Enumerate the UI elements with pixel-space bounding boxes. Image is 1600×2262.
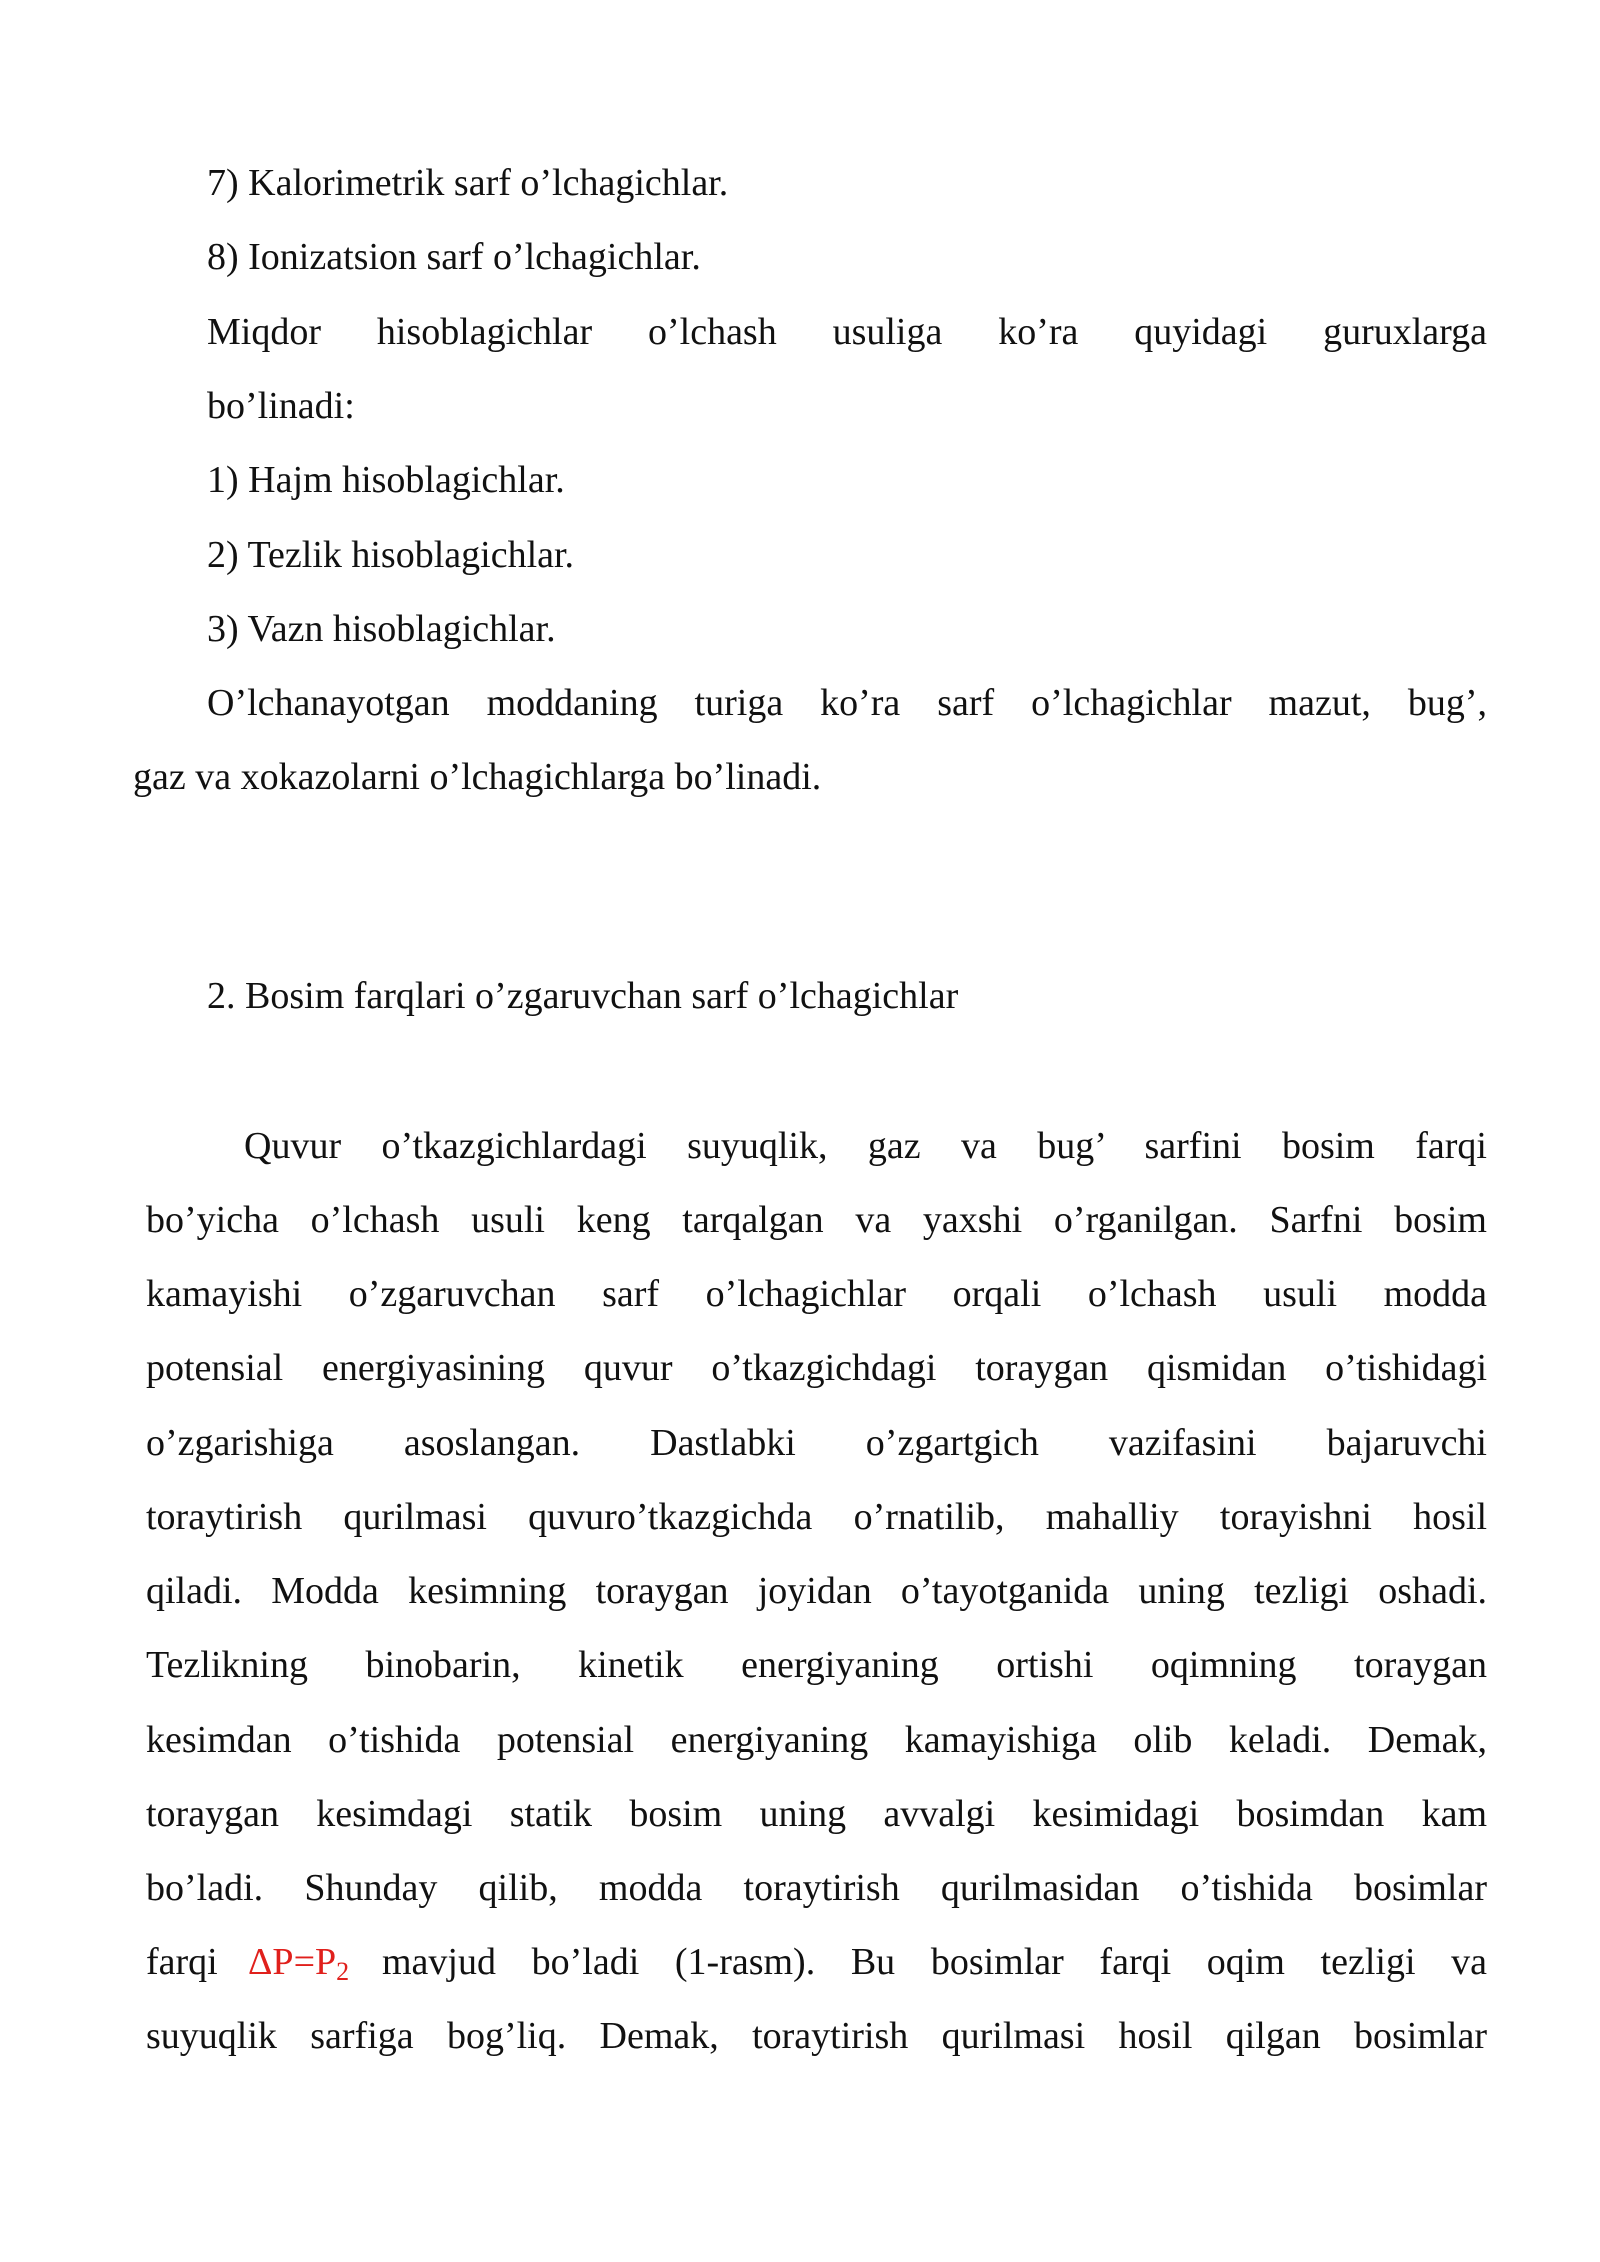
- paragraph-line: kamayishi o’zgaruvchan sarf o’lchagichlar orqali o’lchash usuli modda: [146, 1273, 1487, 1315]
- paragraph-line: suyuqlik sarfiga bog’liq. Demak, toraytirish qurilmasi hosil qilgan bosimlar: [146, 2015, 1487, 2057]
- paragraph-line: Quvur o’tkazgichlardagi suyuqlik, gaz va bug’ sarfini bosim farqi: [244, 1125, 1487, 1167]
- paragraph-line: O’lchanayotgan moddaning turiga ko’ra sarf o’lchagichlar mazut, bug’,: [207, 682, 1487, 724]
- list-item: 1) Hajm hisoblagichlar.: [207, 459, 565, 501]
- formula-subscript: 2: [336, 1957, 350, 1986]
- pressure-difference-formula: [248, 1941, 350, 1986]
- paragraph-line: toraytirish qurilmasi quvuro’tkazgichda o’rnatilib, mahalliy torayishni hosil: [146, 1496, 1487, 1538]
- formula-suffix: mavjud bo’ladi (1-rasm). Bu bosimlar farqi oqim tezligi va: [382, 1941, 1487, 1983]
- list-item: 2) Tezlik hisoblagichlar.: [207, 534, 575, 576]
- paragraph-line: gaz va xokazolarni o’lchagichlarga bo’linadi.: [133, 756, 822, 798]
- formula-main: ΔP=P: [248, 1941, 337, 1983]
- paragraph-line: kesimdan o’tishida potensial energiyaning kamayishiga olib keladi. Demak,: [146, 1719, 1487, 1761]
- paragraph-line: bo’yicha o’lchash usuli keng tarqalgan va yaxshi o’rganilgan. Sarfni bosim: [146, 1199, 1487, 1241]
- paragraph-line: bo’linadi:: [207, 385, 355, 427]
- paragraph-line: toraygan kesimdagi statik bosim uning avvalgi kesimidagi bosimdan kam: [146, 1793, 1487, 1835]
- formula-prefix: farqi: [146, 1941, 218, 1983]
- list-item: 7) Kalorimetrik sarf o’lchagichlar.: [207, 162, 729, 204]
- list-item: 8) Ionizatsion sarf o’lchagichlar.: [207, 236, 701, 278]
- paragraph-line: Tezlikning binobarin, kinetik energiyaning ortishi oqimning toraygan: [146, 1644, 1487, 1686]
- list-item: 3) Vazn hisoblagichlar.: [207, 608, 556, 650]
- paragraph-line: Miqdor hisoblagichlar o’lchash usuliga ko’ra quyidagi guruxlarga: [207, 311, 1487, 353]
- section-heading: 2. Bosim farqlari o’zgaruvchan sarf o’lchagichlar: [207, 975, 959, 1017]
- paragraph-line: qiladi. Modda kesimning toraygan joyidan o’tayotganida uning tezligi oshadi.: [146, 1570, 1487, 1612]
- paragraph-line: bo’ladi. Shunday qilib, modda toraytirish qurilmasidan o’tishida bosimlar: [146, 1867, 1487, 1909]
- paragraph-line: o’zgarishiga asoslangan. Dastlabki o’zgartgich vazifasini bajaruvchi: [146, 1422, 1487, 1464]
- paragraph-line: potensial energiyasining quvur o’tkazgichdagi toraygan qismidan o’tishidagi: [146, 1347, 1487, 1389]
